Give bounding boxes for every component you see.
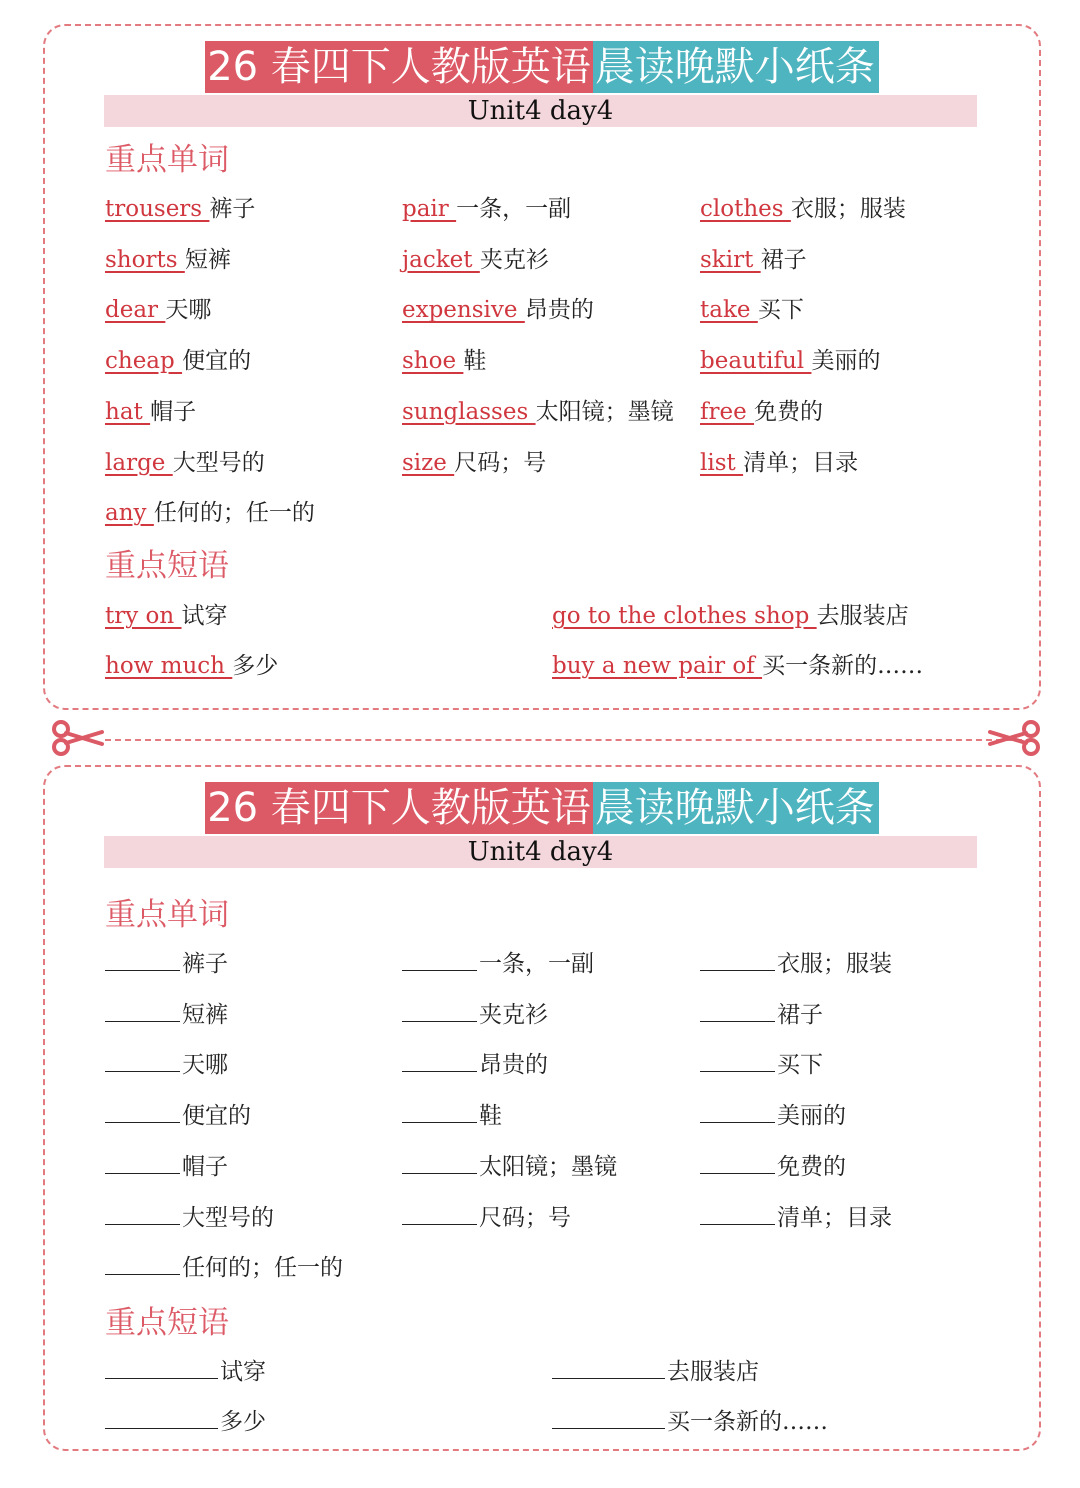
answer-card: [43, 24, 1041, 710]
word-english: hat: [105, 398, 151, 425]
phrase-chinese: 买一条新的……: [762, 653, 924, 679]
phrase-item: [105, 601, 228, 631]
word-chinese: 任何的；任一的: [182, 1255, 343, 1282]
word-item: [700, 1100, 846, 1131]
word-english: expensive: [402, 297, 525, 324]
phrase-english: go to the clothes shop: [552, 603, 817, 629]
word-english: size: [402, 449, 455, 476]
answer-blank[interactable]: [105, 1151, 180, 1174]
word-item: [105, 1252, 343, 1283]
word-item: [105, 1151, 228, 1182]
word-chinese: 太阳镜；墨镜: [479, 1153, 617, 1180]
word-chinese: 清单；目录: [743, 449, 859, 476]
answer-blank[interactable]: [700, 1100, 775, 1123]
word-item: [402, 346, 486, 376]
phrase-item: [552, 1406, 828, 1437]
word-english: pair: [402, 196, 457, 222]
word-chinese: 一条，一副: [479, 951, 594, 977]
word-chinese: 免费的: [777, 1153, 846, 1180]
word-chinese: 短裤: [184, 246, 231, 273]
word-item: [700, 194, 906, 224]
word-english: shorts: [105, 246, 185, 273]
answer-blank[interactable]: [105, 1202, 180, 1225]
phrase-item: [105, 1406, 266, 1437]
word-english: free: [700, 398, 755, 425]
word-item: [105, 245, 231, 275]
answer-blank[interactable]: [105, 1356, 218, 1379]
phrase-item: [105, 1356, 266, 1387]
word-english: trousers: [105, 196, 210, 222]
word-english: sunglasses: [402, 398, 536, 425]
word-item: [105, 448, 265, 478]
word-chinese: 免费的: [754, 398, 824, 425]
quiz-card: [43, 765, 1041, 1451]
word-chinese: 便宜的: [182, 348, 252, 375]
word-item: [700, 346, 880, 376]
answer-blank[interactable]: [402, 1202, 477, 1225]
word-chinese: 天哪: [182, 1052, 228, 1079]
section-phrases-heading: 重点短语: [105, 1305, 229, 1341]
word-chinese: 美丽的: [811, 348, 881, 375]
answer-blank[interactable]: [402, 1151, 477, 1174]
word-item: [105, 1202, 274, 1233]
phrase-chinese: 去服装店: [816, 603, 909, 629]
word-item: [402, 1049, 548, 1080]
phrase-item: [552, 1356, 759, 1387]
answer-blank[interactable]: [402, 948, 477, 971]
word-english: skirt: [700, 246, 761, 273]
phrase-english: buy a new pair of: [552, 653, 763, 679]
word-chinese: 大型号的: [172, 449, 265, 476]
word-english: large: [105, 449, 173, 476]
word-chinese: 便宜的: [182, 1103, 251, 1130]
answer-blank[interactable]: [552, 1356, 665, 1379]
answer-blank[interactable]: [700, 999, 775, 1022]
answer-blank[interactable]: [105, 1100, 180, 1123]
word-chinese: 衣服；服装: [777, 951, 892, 977]
word-chinese: 鞋: [479, 1103, 502, 1130]
word-english: take: [700, 297, 758, 324]
word-chinese: 鞋: [463, 348, 487, 375]
title-part1: 26 春四下人教版英语: [205, 782, 593, 834]
answer-blank[interactable]: [402, 1100, 477, 1123]
word-item: [700, 295, 804, 325]
word-chinese: 买下: [777, 1052, 823, 1079]
answer-blank[interactable]: [402, 1049, 477, 1072]
word-english: shoe: [402, 348, 464, 375]
word-item: [402, 1202, 571, 1233]
word-item: [700, 999, 823, 1030]
word-item: [105, 1049, 228, 1080]
word-english: clothes: [700, 196, 791, 222]
word-item: [700, 397, 823, 427]
word-chinese: 天哪: [165, 297, 212, 324]
word-chinese: 帽子: [182, 1153, 228, 1180]
word-chinese: 太阳镜；墨镜: [535, 398, 674, 425]
phrase-item: [105, 651, 278, 681]
phrase-chinese: 买一条新的……: [667, 1409, 828, 1435]
word-chinese: 昂贵的: [479, 1052, 548, 1079]
title-part2: 晨读晚默小纸条: [593, 41, 879, 93]
answer-blank[interactable]: [105, 1252, 180, 1275]
word-item: [402, 397, 674, 427]
word-item: [105, 397, 196, 427]
word-chinese: 昂贵的: [524, 297, 594, 324]
word-item: [402, 1100, 502, 1131]
word-item: [105, 346, 251, 376]
word-item: [700, 948, 892, 979]
answer-blank[interactable]: [402, 999, 477, 1022]
title-part2: 晨读晚默小纸条: [593, 782, 879, 834]
phrase-english: how much: [105, 653, 233, 679]
phrase-english: try on: [105, 603, 182, 629]
word-english: dear: [105, 297, 166, 324]
word-chinese: 短裤: [182, 1001, 228, 1028]
word-item: [402, 194, 571, 224]
word-item: [105, 194, 255, 224]
word-chinese: 裙子: [760, 246, 807, 273]
answer-blank[interactable]: [105, 1406, 218, 1429]
word-chinese: 清单；目录: [777, 1204, 892, 1231]
word-english: any: [105, 500, 154, 527]
word-chinese: 衣服；服装: [790, 196, 906, 222]
word-chinese: 美丽的: [777, 1103, 846, 1130]
card-title: [45, 782, 1039, 834]
word-chinese: 帽子: [150, 398, 197, 425]
word-item: [700, 448, 858, 478]
card-title: [45, 41, 1039, 93]
word-chinese: 裤子: [182, 951, 228, 977]
word-item: [105, 999, 228, 1030]
word-chinese: 任何的；任一的: [153, 500, 315, 527]
word-chinese: 尺码；号: [479, 1204, 571, 1231]
phrase-chinese: 去服装店: [667, 1359, 759, 1385]
phrase-chinese: 试穿: [181, 603, 228, 629]
word-item: [700, 1049, 823, 1080]
answer-blank[interactable]: [105, 948, 180, 971]
cut-line: [105, 739, 1032, 741]
answer-blank[interactable]: [700, 948, 775, 971]
word-chinese: 夹克衫: [479, 246, 549, 273]
word-item: [402, 448, 546, 478]
word-item: [105, 948, 228, 979]
word-item: [402, 245, 549, 275]
word-english: jacket: [402, 246, 480, 273]
phrase-item: [552, 651, 923, 681]
answer-blank[interactable]: [552, 1406, 665, 1429]
word-item: [700, 1202, 892, 1233]
card-subtitle: Unit4 day4: [104, 836, 977, 868]
word-chinese: 买下: [757, 297, 804, 324]
scissors-icon: [50, 718, 104, 758]
word-english: cheap: [105, 348, 183, 375]
word-item: [402, 1151, 617, 1182]
word-chinese: 夹克衫: [479, 1001, 548, 1028]
word-item: [105, 498, 315, 528]
answer-blank[interactable]: [700, 1049, 775, 1072]
phrase-chinese: 多少: [220, 1409, 266, 1435]
phrase-chinese: 试穿: [220, 1359, 266, 1385]
word-item: [700, 245, 807, 275]
word-english: list: [700, 449, 744, 476]
word-chinese: 裙子: [777, 1001, 823, 1028]
answer-blank[interactable]: [105, 1049, 180, 1072]
scissors-icon: [988, 718, 1042, 758]
word-item: [402, 295, 594, 325]
answer-blank[interactable]: [105, 999, 180, 1022]
answer-blank[interactable]: [700, 1151, 775, 1174]
word-chinese: 尺码；号: [454, 449, 547, 476]
word-item: [105, 295, 211, 325]
word-chinese: 一条，一副: [456, 196, 572, 222]
phrase-chinese: 多少: [232, 653, 279, 679]
section-words-heading: 重点单词: [105, 142, 229, 178]
title-part1: 26 春四下人教版英语: [205, 41, 593, 93]
word-item: [700, 1151, 846, 1182]
answer-blank[interactable]: [700, 1202, 775, 1225]
word-item: [402, 999, 548, 1030]
card-subtitle: Unit4 day4: [104, 95, 977, 127]
word-english: beautiful: [700, 348, 812, 375]
phrase-item: [552, 601, 909, 631]
word-chinese: 大型号的: [182, 1204, 274, 1231]
word-chinese: 裤子: [209, 196, 256, 222]
section-words-heading: 重点单词: [105, 897, 229, 933]
section-phrases-heading: 重点短语: [105, 548, 229, 584]
word-item: [105, 1100, 251, 1131]
word-item: [402, 948, 594, 979]
